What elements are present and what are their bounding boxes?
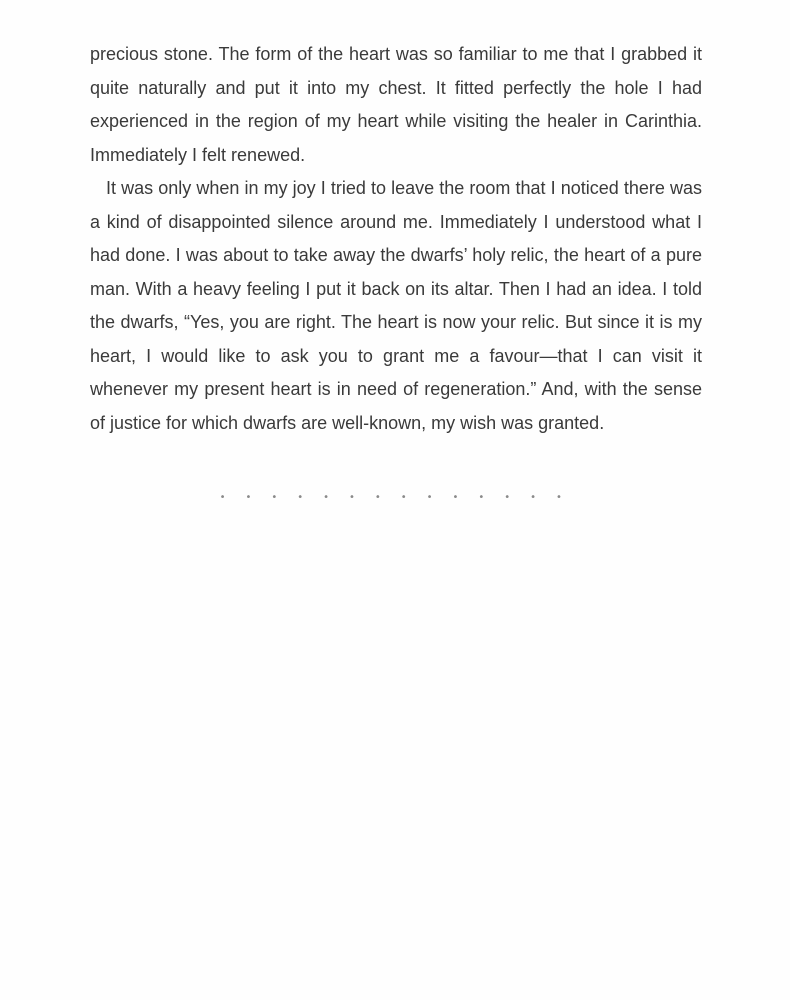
body-text [90, 38, 702, 440]
paragraph-1: precious stone. The form of the heart was so familiar to me that I grabbed it quite naturally and put it into my chest. It fitted perfectly the hole I had experienced in the region of my heart while visiting the healer in Carinthia. Immediately I felt renewed. [90, 44, 702, 165]
section-separator: • • • • • • • • • • • • • • [219, 492, 571, 503]
paragraph-2: It was only when in my joy I tried to leave the room that I noticed there was a kind of disappointed silence around me. Immediately I understood what I had done. I was about to take away the dwarfs’ holy relic, the heart of a pure man. With a heavy feeling I put it back on its altar. Then I had an idea. I told the dwarfs, “Yes, you are right. The heart is now your relic. But since it is my heart, I would like to ask you to grant me a favour—that I can visit it whenever my present heart is in need of regeneration.” And, with the sense of justice for which dwarfs are well-known, my wish was granted. [90, 178, 702, 433]
